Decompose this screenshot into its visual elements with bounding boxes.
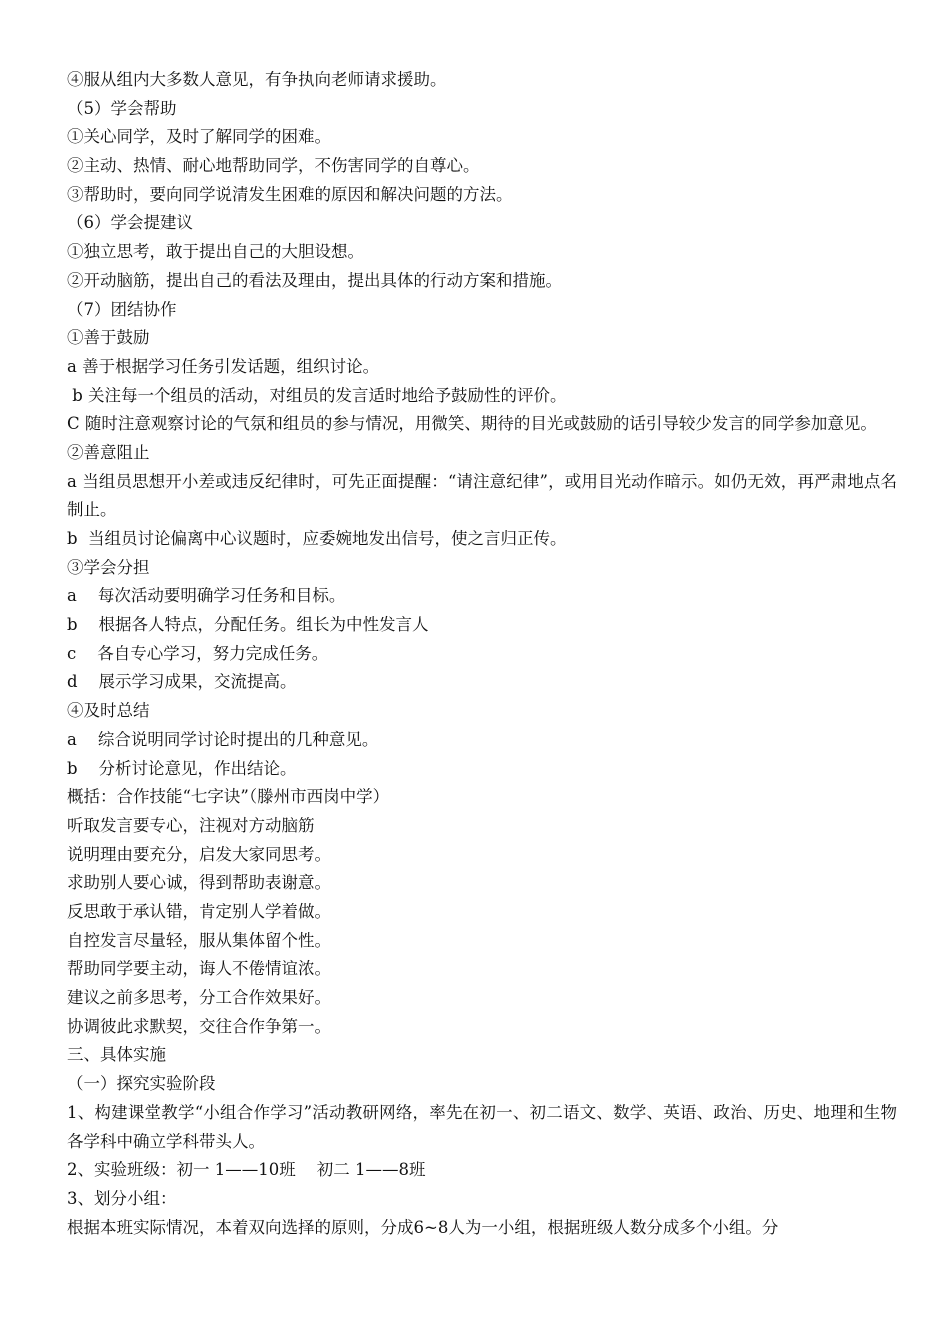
paragraph: C 随时注意观察讨论的气氛和组员的参与情况，用微笑、期待的目光或鼓励的话引导较少发言的同学参加意见。 bbox=[67, 414, 877, 434]
list-item: ③帮助时，要向同学说清发生困难的原因和解决问题的方法。 bbox=[67, 184, 513, 204]
sub-heading: ④及时总结 bbox=[67, 701, 150, 721]
section-heading: 三、具体实施 bbox=[67, 1045, 166, 1065]
list-item: b 关注每一个组员的活动，对组员的发言适时地给予鼓励性的评价。 bbox=[67, 385, 567, 405]
sub-heading: ②善意阻止 bbox=[67, 442, 150, 462]
verse-line: 求助别人要心诚，得到帮助表谢意。 bbox=[67, 873, 331, 893]
verse-line: 自控发言尽量轻，服从集体留个性。 bbox=[67, 930, 331, 950]
paragraph: 根据本班实际情况，本着双向选择的原则，分成6~8人为一小组，根据班级人数分成多个小组。分 bbox=[67, 1217, 779, 1237]
list-item: b 根据各人特点，分配任务。组长为中性发言人 bbox=[67, 615, 429, 635]
section-heading: （7）团结协作 bbox=[67, 299, 177, 319]
paragraph: a 当组员思想开小差或违反纪律时，可先正面提醒：“请注意纪律”，或用目光动作暗示。如仍无效，再严肃地点名制止。 bbox=[67, 471, 897, 520]
document-page bbox=[67, 66, 897, 1242]
sub-heading: ③学会分担 bbox=[67, 557, 150, 577]
list-item: a 每次活动要明确学习任务和目标。 bbox=[67, 586, 346, 606]
verse-line: 协调彼此求默契，交往合作争第一。 bbox=[67, 1016, 331, 1036]
list-item: ①关心同学，及时了解同学的困难。 bbox=[67, 127, 331, 147]
verse-line: 听取发言要专心，注视对方动脑筋 bbox=[67, 815, 315, 835]
list-item: d 展示学习成果，交流提高。 bbox=[67, 672, 297, 692]
section-heading: （6）学会提建议 bbox=[67, 213, 193, 233]
verse-line: 说明理由要充分，启发大家同思考。 bbox=[67, 844, 331, 864]
list-item: ④服从组内大多数人意见，有争执向老师请求援助。 bbox=[67, 70, 447, 89]
list-item: c 各自专心学习，努力完成任务。 bbox=[67, 643, 329, 663]
paragraph: 1、构建课堂教学“小组合作学习”活动教研网络，率先在初一、初二语文、数学、英语、政治、历史、地理和生物各学科中确立学科带头人。 bbox=[67, 1102, 897, 1151]
section-heading: （一）探究实验阶段 bbox=[67, 1074, 216, 1094]
list-item: 2、实验班级：初一 1——10班 初二 1——8班 bbox=[67, 1160, 426, 1180]
verse-line: 反思敢于承认错，肯定别人学着做。 bbox=[67, 901, 331, 921]
list-item: ②主动、热情、耐心地帮助同学，不伤害同学的自尊心。 bbox=[67, 156, 480, 176]
verse-line: 建议之前多思考，分工合作效果好。 bbox=[67, 988, 331, 1008]
summary-heading: 概括：合作技能“七字诀”（滕州市西岗中学） bbox=[67, 787, 390, 807]
verse-line: 帮助同学要主动，诲人不倦情谊浓。 bbox=[67, 959, 331, 979]
list-item: b 分析讨论意见，作出结论。 bbox=[67, 758, 297, 778]
section-heading: （5）学会帮助 bbox=[67, 98, 177, 118]
list-item: b 当组员讨论偏离中心议题时，应委婉地发出信号，使之言归正传。 bbox=[67, 529, 567, 549]
list-item: a 综合说明同学讨论时提出的几种意见。 bbox=[67, 729, 379, 749]
list-item: a 善于根据学习任务引发话题，组织讨论。 bbox=[67, 356, 380, 376]
list-item: ①独立思考，敢于提出自己的大胆设想。 bbox=[67, 242, 364, 262]
list-item: 3、划分小组： bbox=[67, 1188, 177, 1208]
sub-heading: ①善于鼓励 bbox=[67, 328, 150, 348]
list-item: ②开动脑筋，提出自己的看法及理由，提出具体的行动方案和措施。 bbox=[67, 270, 562, 290]
